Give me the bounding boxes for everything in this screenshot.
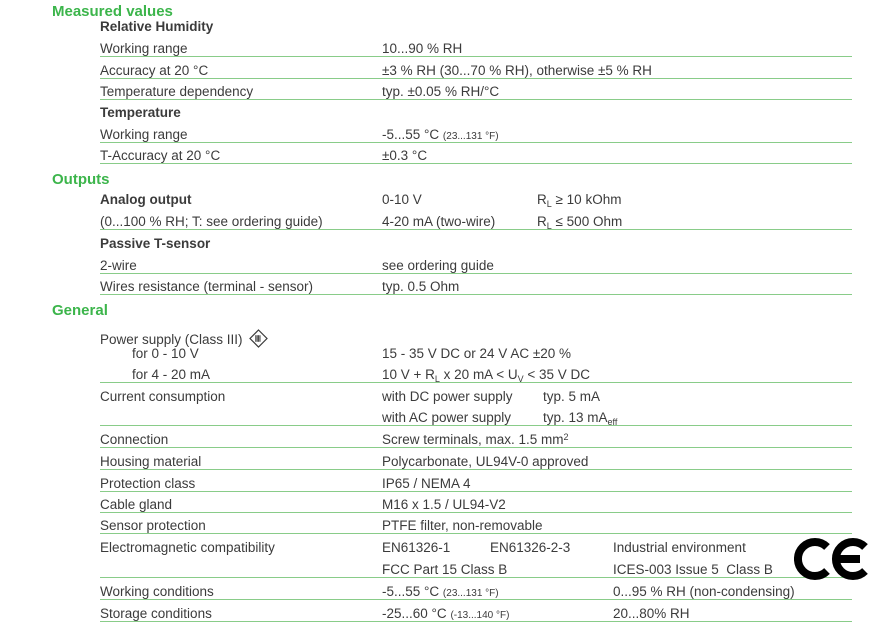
row-wires-resistance xyxy=(100,280,852,295)
value-part: 10 V + R xyxy=(382,367,435,382)
row-protection-class xyxy=(100,477,852,492)
load-symbol: R xyxy=(537,192,547,207)
row-rh-working-range xyxy=(100,42,852,57)
value-fahrenheit: (23...131 °F) xyxy=(442,588,499,599)
row-working-conditions xyxy=(100,585,852,600)
row-label: Wires resistance (terminal - sensor) xyxy=(100,279,314,294)
row-col3: 0...95 % RH (non-condensing) xyxy=(613,584,795,599)
row-value xyxy=(382,607,509,623)
row-t-accuracy xyxy=(100,149,852,164)
row-load-spec xyxy=(537,215,622,229)
row-value: M16 x 1.5 / UL94-V2 xyxy=(382,497,506,512)
row-value xyxy=(382,585,499,601)
value-sub: eff xyxy=(607,417,618,427)
load-symbol-sub: L xyxy=(546,221,552,231)
row-value: typ. ±0.05 % RH/°C xyxy=(382,84,500,99)
row-label: Working range xyxy=(100,127,188,142)
load-value: ≤ 500 Ohm xyxy=(551,214,623,229)
load-value: ≥ 10 kOhm xyxy=(551,192,622,207)
row-value-typ: typ. 5 mA xyxy=(543,389,601,404)
row-power-0-10v xyxy=(100,347,852,361)
row-value: 15 - 35 V DC or 24 V AC ±20 % xyxy=(382,346,571,361)
subheader-label: Relative Humidity xyxy=(100,19,214,34)
row-power-4-20ma xyxy=(100,368,852,383)
row-value: IP65 / NEMA 4 xyxy=(382,476,471,491)
value-part: x 20 mA < U xyxy=(439,367,518,382)
row-value: see ordering guide xyxy=(382,258,494,273)
value-part: < 35 V DC xyxy=(523,367,591,382)
row-rh-accuracy xyxy=(100,64,852,79)
row-value: ±0.3 °C xyxy=(382,148,428,163)
value-celsius: -5...55 °C xyxy=(382,584,443,599)
row-value: with DC power supply xyxy=(382,389,513,404)
value-celsius: -5...55 °C xyxy=(382,127,443,142)
row-label: Connection xyxy=(100,432,169,447)
section-title-general: General xyxy=(52,302,108,319)
row-power-supply xyxy=(100,325,852,347)
row-label: Cable gland xyxy=(100,497,173,512)
row-current-consumption-dc xyxy=(100,390,852,404)
value-sub: L xyxy=(434,374,440,384)
row-value: ±3 % RH (30...70 % RH), otherwise ±5 % RH xyxy=(382,63,652,78)
row-label xyxy=(100,325,268,347)
row-label: Current consumption xyxy=(100,389,226,404)
row-label: for 4 - 20 mA xyxy=(132,367,211,382)
row-cable-gland xyxy=(100,498,852,513)
row-value: 0-10 V xyxy=(382,192,422,207)
row-label: Accuracy at 20 °C xyxy=(100,63,209,78)
row-storage-conditions xyxy=(100,607,852,622)
row-sensor-protection xyxy=(100,519,852,534)
row-label: T-Accuracy at 20 °C xyxy=(100,148,221,163)
section-title-measured-values: Measured values xyxy=(52,3,173,20)
section-title-outputs: Outputs xyxy=(52,171,110,188)
row-housing-material xyxy=(100,455,852,470)
value-sup: 2 xyxy=(563,432,569,442)
row-value: EN61326-1 xyxy=(382,540,451,555)
row-value: typ. 0.5 Ohm xyxy=(382,279,460,294)
row-emc-2 xyxy=(100,563,852,578)
subheader-label: Temperature xyxy=(100,105,181,120)
row-label: Sensor protection xyxy=(100,518,206,533)
row-label: Protection class xyxy=(100,476,196,491)
row-value xyxy=(382,433,569,447)
row-value: 10...90 % RH xyxy=(382,41,463,56)
row-label: Housing material xyxy=(100,454,202,469)
value-part: Screw terminals, max. 1.5 mm xyxy=(382,432,564,447)
row-emc-1 xyxy=(100,541,852,555)
load-symbol-sub: L xyxy=(546,199,552,209)
row-value xyxy=(382,368,590,382)
row-label: Storage conditions xyxy=(100,606,212,621)
row-label: (0...100 % RH; T: see ordering guide) xyxy=(100,214,323,229)
value-part: typ. 13 mA xyxy=(543,410,608,425)
row-analog-output-2 xyxy=(100,215,852,230)
ce-mark-icon xyxy=(794,537,876,581)
ce-mark-graphic xyxy=(794,537,876,581)
row-label: Working range xyxy=(100,41,188,56)
row-connection xyxy=(100,433,852,448)
subheader-relative-humidity xyxy=(100,20,852,34)
row-value-typ xyxy=(543,411,617,425)
row-value: FCC Part 15 Class B xyxy=(382,562,508,577)
row-col3: 20...80% RH xyxy=(613,606,690,621)
row-col3: ICES-003 Issue 5 Class B xyxy=(613,562,773,577)
row-value: PTFE filter, non-removable xyxy=(382,518,543,533)
subheader-label: Passive T-sensor xyxy=(100,236,211,251)
value-celsius: -25...60 °C xyxy=(382,606,451,621)
value-sub: V xyxy=(517,374,524,384)
row-label: Analog output xyxy=(100,192,192,207)
row-label: Working conditions xyxy=(100,584,214,599)
row-two-wire xyxy=(100,259,852,274)
row-value: 4-20 mA (two-wire) xyxy=(382,214,496,229)
row-load-spec xyxy=(537,193,621,207)
row-label: Electromagnetic compatibility xyxy=(100,540,275,555)
row-t-working-range xyxy=(100,128,852,143)
row-label: for 0 - 10 V xyxy=(132,346,199,361)
row-value: Polycarbonate, UL94V-0 approved xyxy=(382,454,589,469)
row-temperature-dependency xyxy=(100,85,852,100)
subheader-passive-t-sensor xyxy=(100,237,852,251)
row-col3: Industrial environment xyxy=(613,540,746,555)
row-value-2: EN61326-2-3 xyxy=(490,540,571,555)
row-value: with AC power supply xyxy=(382,410,512,425)
row-label: Temperature dependency xyxy=(100,84,254,99)
power-supply-label: Power supply (Class III) xyxy=(100,332,243,347)
class-iii-protection-icon xyxy=(249,329,268,348)
load-symbol: R xyxy=(537,214,547,229)
value-fahrenheit: (23...131 °F) xyxy=(442,131,499,142)
row-value xyxy=(382,128,499,144)
row-label: 2-wire xyxy=(100,258,137,273)
subheader-temperature xyxy=(100,106,852,120)
value-fahrenheit: (-13...140 °F) xyxy=(450,610,510,621)
row-current-consumption-ac xyxy=(100,411,852,426)
row-analog-output xyxy=(100,193,852,207)
